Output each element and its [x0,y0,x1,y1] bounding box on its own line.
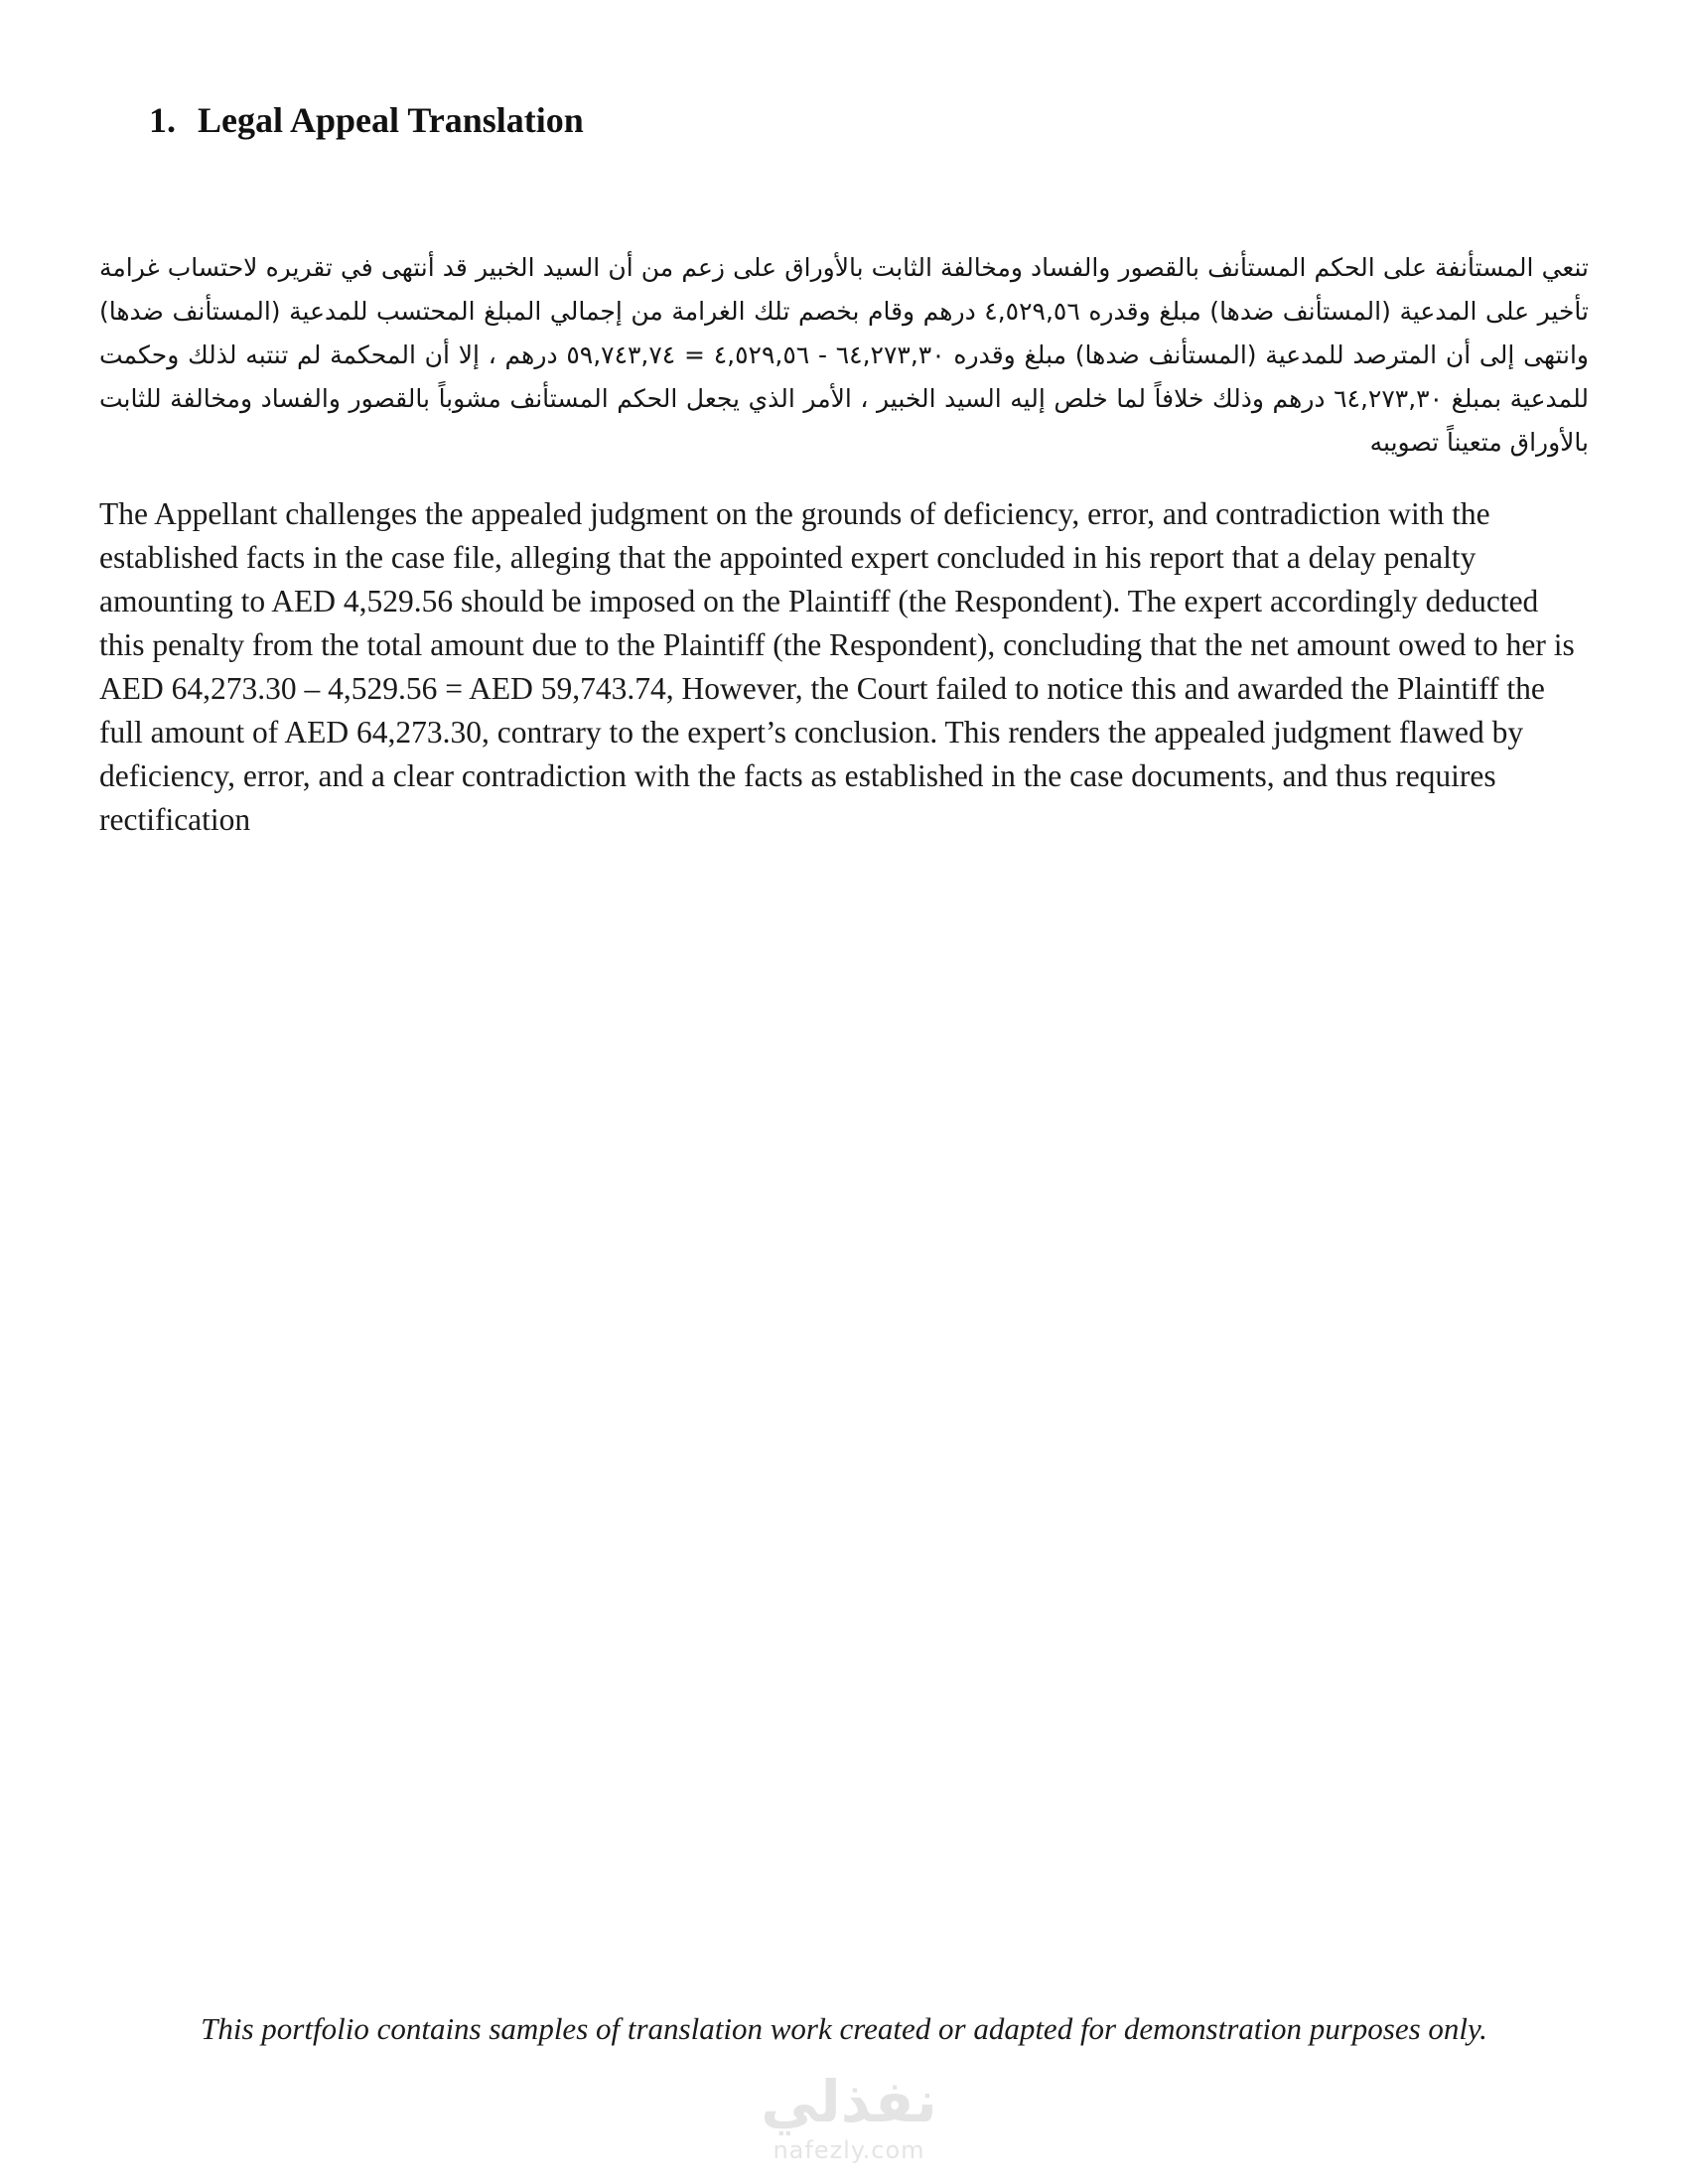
watermark-logo-text: نفذلي [761,2068,937,2135]
section-title: Legal Appeal Translation [198,100,584,140]
section-heading [149,99,584,141]
section-number: 1. [149,100,176,140]
portfolio-disclaimer: This portfolio contains samples of translation work created or adapted for demonstration purposes only. [201,2011,1487,2046]
watermark-domain: nafezly.com [773,2136,925,2164]
arabic-source-paragraph: تنعي المستأنفة على الحكم المستأنف بالقصور والفساد ومخالفة الثابت بالأوراق على زعم من أن السيد الخبير قد أنتهى في تقريره لاحتساب غرامة تأخير على المدعية (المستأنف ضدها) مبلغ وقدره ٤,٥٢٩,٥٦ درهم وقام بخصم تلك الغرامة من إجمالي المبلغ المحتسب للمدعية (المستأنف ضدها) وانتهى إلى أن المترصد للمدعية (المستأنف ضدها) مبلغ وقدره ٦٤,٢٧٣,٣٠ - ٤,٥٢٩,٥٦ = ٥٩,٧٤٣,٧٤ درهم ، إلا أن المحكمة لم تنتبه لذلك وحكمت للمدعية بمبلغ ٦٤,٢٧٣,٣٠ درهم وذلك خلافاً لما خلص إليه السيد الخبير ، الأمر الذي يجعل الحكم المستأنف مشوباً بالقصور والفساد ومخالفة للثابت بالأوراق متعيناً تصويبه [99,253,1590,457]
nafezly-watermark [735,2067,963,2176]
english-translation-paragraph: The Appellant challenges the appealed judgment on the grounds of deficiency, error, and contradiction with the established facts in the case file, alleging that the appointed expert concluded in his report that a delay penalty amounting to AED 4,529.56 should be imposed on the Plaintiff (the Respondent). The expert accordingly deducted this penalty from the total amount due to the Plaintiff (the Respondent), concluding that the net amount owed to her is AED 64,273.30 – 4,529.56 = AED 59,743.74, However, the Court failed to notice this and awarded the Plaintiff the full amount of AED 64,273.30, contrary to the expert’s conclusion. This renders the appealed judgment flawed by deficiency, error, and a clear contradiction with the facts as established in the case documents, and thus requires rectification [99,496,1575,837]
